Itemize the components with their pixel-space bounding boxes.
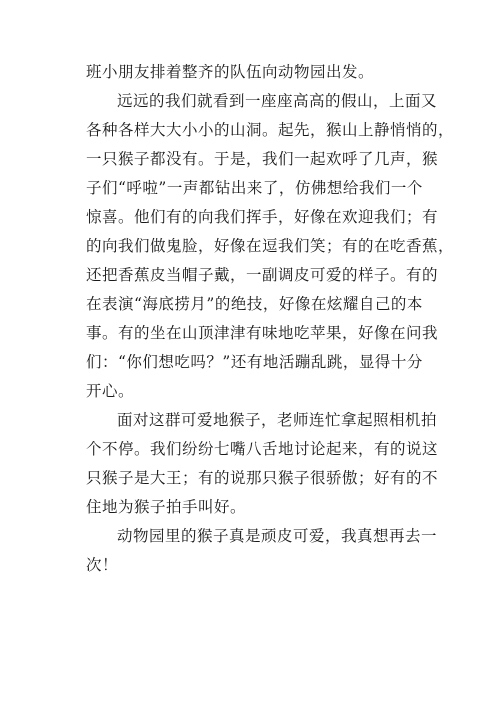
text-line: 远远的我们就看到一座座高高的假山，上面又 <box>117 92 438 110</box>
text-line: 动物园里的猴子真是顽皮可爱，我真想再去一 <box>117 527 438 545</box>
text-line: 次！ <box>86 556 119 574</box>
text-line: 个不停。我们纷纷七嘴八舌地讨论起来，有的说这 <box>86 440 439 458</box>
text-line: 在表演“海底捞月”的绝技，好像在炫耀自己的本 <box>86 295 423 313</box>
text-line: 惊喜。他们有的向我们挥手，好像在欢迎我们；有 <box>86 208 439 226</box>
text-line: 事。有的坐在山顶津津有味地吃苹果，好像在问我 <box>86 324 439 342</box>
text-line: 开心。 <box>86 382 135 400</box>
text-line: 们：“你们想吃吗？”还有地活蹦乱跳，显得十分 <box>86 353 423 371</box>
text-line: 一只猴子都没有。于是，我们一起欢呼了几声，猴 <box>86 150 439 168</box>
text-line: 的向我们做鬼脸，好像在逗我们笑；有的在吃香蕉， <box>86 237 455 255</box>
text-line: 住地为猴子拍手叫好。 <box>86 498 247 516</box>
text-line: 只猴子是大王；有的说那只猴子很骄傲；好有的不 <box>86 469 439 487</box>
text-line: 面对这群可爱地猴子，老师连忙拿起照相机拍 <box>117 411 438 429</box>
text-line: 子们“呼啦”一声都钻出来了，仿佛想给我们一个 <box>86 179 423 197</box>
text-line: 还把香蕉皮当帽子戴，一副调皮可爱的样子。有的 <box>86 266 439 284</box>
text-line: 各种各样大大小小的山洞。起先，猴山上静悄悄的， <box>86 121 455 139</box>
essay-text <box>86 58 455 580</box>
text-line: 班小朋友排着整齐的队伍向动物园出发。 <box>86 63 375 81</box>
